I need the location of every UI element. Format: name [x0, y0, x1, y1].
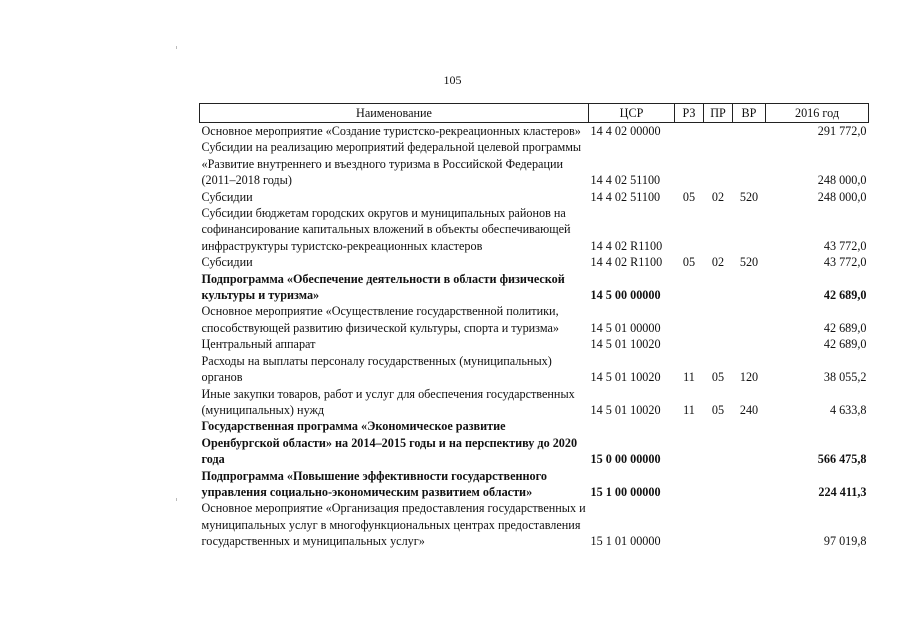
table-row	[200, 205, 869, 254]
cell-csr: 14 4 02 R1100	[590, 255, 663, 270]
cell-rz	[675, 139, 704, 188]
table-row	[200, 189, 869, 205]
cell-csr: 14 5 01 10020	[590, 402, 661, 417]
cell-pr: 05	[711, 370, 725, 385]
cell-vr	[733, 123, 766, 140]
header-vr: ВР	[733, 104, 766, 123]
cell-pr	[704, 336, 733, 352]
cell-vr: 520	[739, 189, 759, 204]
cell-amount: 566 475,8	[817, 452, 867, 467]
cell-name: Субсидии	[201, 189, 253, 204]
cell-amount: 42 689,0	[823, 288, 867, 303]
cell-amount: 4 633,8	[829, 402, 867, 417]
cell-csr: 14 5 01 00000	[590, 320, 661, 335]
cell-name: Субсидии на реализацию мероприятий федеральной целевой программы «Развитие внутреннего и въездного туризма в Российской Федерации (2011–2018 годы)	[201, 140, 582, 188]
cell-rz	[675, 500, 704, 549]
table-header-row	[200, 104, 869, 123]
cell-name: Основное мероприятие «Создание туристско-рекреационных кластеров»	[201, 124, 581, 138]
table-row	[200, 468, 869, 501]
cell-pr: 02	[711, 189, 725, 204]
cell-rz	[675, 123, 704, 140]
cell-pr: 02	[711, 255, 725, 270]
header-csr: ЦСР	[589, 104, 675, 123]
header-rz: РЗ	[675, 104, 704, 123]
cell-rz: 05	[682, 189, 696, 204]
cell-amount: 43 772,0	[823, 238, 867, 253]
table-row	[200, 336, 869, 352]
cell-pr	[704, 500, 733, 549]
cell-vr: 520	[739, 255, 759, 270]
table-row	[200, 139, 869, 188]
cell-pr	[704, 205, 733, 254]
cell-amount: 97 019,8	[823, 534, 867, 549]
table-row	[200, 500, 869, 549]
cell-pr	[704, 303, 733, 336]
cell-vr	[733, 336, 766, 352]
cell-name: Центральный аппарат	[201, 337, 316, 352]
budget-table	[199, 103, 869, 550]
cell-vr	[733, 468, 766, 501]
cell-rz: 11	[683, 402, 695, 417]
cell-name: Субсидии	[201, 255, 253, 270]
cell-vr: 240	[739, 402, 759, 417]
cell-amount: 42 689,0	[823, 337, 867, 352]
cell-vr: 120	[739, 370, 759, 385]
header-year: 2016 год	[766, 104, 869, 123]
cell-csr: 14 4 02 00000	[590, 124, 661, 138]
cell-rz	[675, 336, 704, 352]
cell-csr: 14 5 00 00000	[590, 288, 661, 303]
cell-rz	[675, 468, 704, 501]
margin-mark	[176, 498, 177, 501]
table-row	[200, 386, 869, 419]
cell-amount: 43 772,0	[823, 255, 867, 270]
cell-vr	[733, 500, 766, 549]
cell-csr: 15 1 01 00000	[590, 534, 661, 549]
cell-name: Государственная программа «Экономическое развитие Оренбургской области» на 2014–2015 годы и на перспективу до 2020 года	[201, 419, 578, 467]
cell-pr	[704, 468, 733, 501]
page-number: 105	[443, 73, 462, 87]
cell-pr: 05	[711, 402, 725, 417]
table-row	[200, 418, 869, 467]
cell-csr: 14 4 02 51100	[590, 173, 661, 188]
cell-csr: 15 1 00 00000	[590, 484, 661, 499]
table-row	[200, 254, 869, 270]
cell-name: Основное мероприятие «Осуществление государственной политики, способствующей развитию физической культуры, спорта и туризма»	[201, 304, 559, 335]
table-row	[200, 303, 869, 336]
cell-csr: 14 5 01 10020	[590, 370, 661, 385]
cell-amount: 224 411,3	[818, 484, 867, 499]
cell-amount: 248 000,0	[817, 173, 867, 188]
cell-name: Подпрограмма «Повышение эффективности государственного управления социально-экономическим развитием области»	[201, 468, 547, 499]
cell-name: Субсидии бюджетам городских округов и муниципальных районов на софинансирование капитальных вложений в объекты обеспечивающей инфраструктуры туристско-рекреационных кластеров	[201, 206, 571, 253]
cell-pr	[704, 139, 733, 188]
cell-csr: 15 0 00 00000	[590, 452, 661, 467]
cell-amount: 291 772,0	[817, 124, 867, 138]
cell-amount: 42 689,0	[823, 320, 867, 335]
cell-name: Основное мероприятие «Организация предоставления государственных и муниципальных услуг в многофункциональных центрах предоставления государственных и муниципальных услуг»	[201, 501, 586, 549]
cell-rz: 11	[683, 370, 695, 385]
cell-vr	[733, 303, 766, 336]
cell-csr: 14 4 02 R1100	[590, 238, 663, 253]
table-row	[200, 271, 869, 304]
cell-name: Подпрограмма «Обеспечение деятельности в области физической культуры и туризма»	[201, 271, 565, 303]
cell-pr	[704, 271, 733, 304]
cell-vr	[733, 139, 766, 188]
cell-rz: 05	[682, 255, 696, 270]
margin-mark	[176, 46, 177, 49]
table-row	[200, 123, 869, 140]
cell-pr	[704, 123, 733, 140]
cell-amount: 38 055,2	[823, 370, 867, 385]
cell-vr	[733, 205, 766, 254]
header-name: Наименование	[200, 104, 589, 123]
cell-vr	[733, 418, 766, 467]
header-pr: ПР	[704, 104, 733, 123]
cell-csr: 14 5 01 10020	[590, 337, 661, 352]
cell-name: Расходы на выплаты персоналу государственных (муниципальных) органов	[201, 353, 552, 385]
cell-rz	[675, 418, 704, 467]
cell-amount: 248 000,0	[817, 189, 867, 204]
cell-vr	[733, 271, 766, 304]
cell-pr	[704, 418, 733, 467]
cell-rz	[675, 271, 704, 304]
cell-name: Иные закупки товаров, работ и услуг для обеспечения государственных (муниципальных) нужд	[201, 386, 575, 417]
cell-rz	[675, 303, 704, 336]
cell-csr: 14 4 02 51100	[590, 189, 661, 204]
cell-rz	[675, 205, 704, 254]
table-row	[200, 353, 869, 386]
